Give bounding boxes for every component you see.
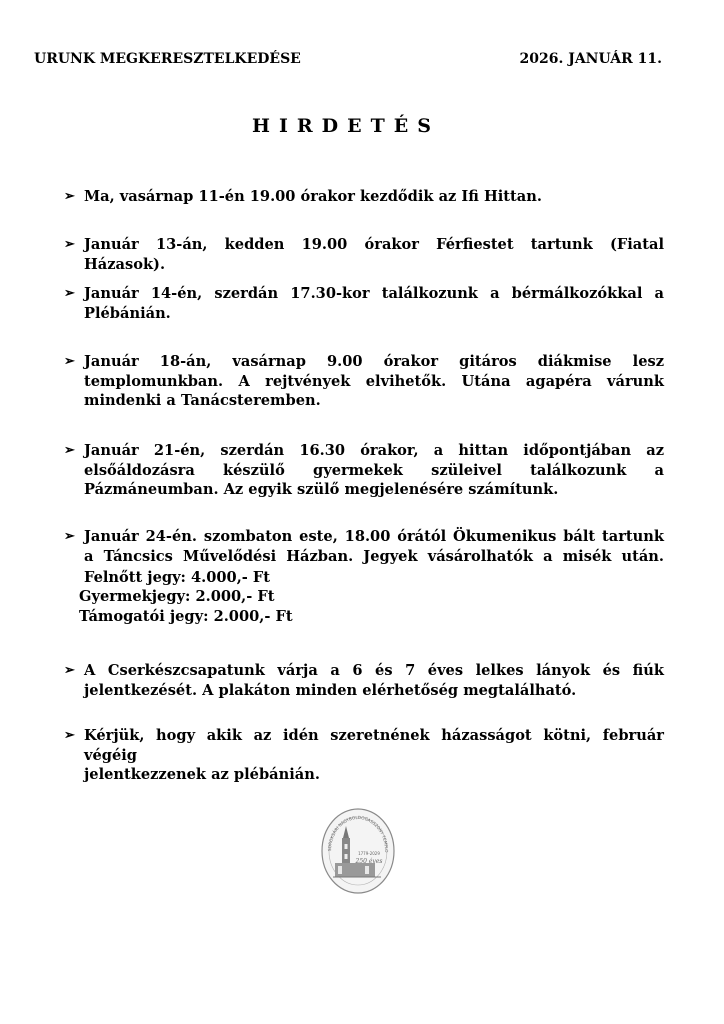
announcement-line: Január 18-án, vasárnap 9.00 órakor gitáros diákmise lesz: [84, 353, 664, 370]
announcement-item: [64, 352, 664, 411]
announcement-item: [64, 441, 664, 500]
announcement-item: [64, 661, 664, 700]
arrowhead-bullet-icon: ➢: [64, 663, 75, 678]
page-title: HIRDETÉS: [252, 115, 440, 137]
arrowhead-bullet-icon: ➢: [64, 237, 75, 252]
announcement-line: Plébánián.: [84, 304, 171, 322]
arrowhead-bullet-icon: ➢: [64, 443, 75, 458]
announcement-line: templomunkban. A rejtvények elvihetők. Utána agapéra várunk: [84, 372, 664, 390]
seal-arc-text: SOROKSÁRI NAGYBOLDOGASSZONY TEMPLO: [326, 814, 390, 853]
seal-years: 1779-2029: [358, 851, 380, 856]
announcement-item: [64, 187, 664, 207]
announcement-line: mindenki a Tanácsteremben.: [84, 392, 321, 410]
announcement-item: [64, 726, 664, 785]
announcement-line: jelentkezését. A plakáton minden elérhetőség megtalálható.: [84, 681, 577, 699]
announcement-line: Január 24-én. szombaton este, 18.00 órától Ökumenikus bált tartunk: [84, 528, 664, 545]
ticket-price-child: Gyermekjegy: 2.000,- Ft: [79, 588, 275, 605]
announcement-line: elsőáldozásra készülő gyermekek szüleivel találkozunk a: [84, 461, 664, 479]
announcement-item: [64, 284, 664, 323]
announcement-line: jelentkezzenek az plébánián.: [84, 766, 320, 784]
announcement-line: Január 14-én, szerdán 17.30-kor találkozunk a bérmálkozókkal a: [84, 285, 664, 302]
announcement-line: A Cserkészcsapatunk várja a 6 és 7 éves lelkes lányok és fiúk: [84, 662, 664, 679]
ticket-price-adult: Felnőtt jegy: 4.000,- Ft: [84, 569, 271, 586]
announcement-line: Január 21-én, szerdán 16.30 órakor, a hittan időpontjában az: [84, 442, 664, 459]
arrowhead-bullet-icon: ➢: [64, 728, 75, 743]
announcement-text: Ma, vasárnap 11-én 19.00 órakor kezdődik az Ifi Hittan.: [84, 188, 542, 205]
date: 2026. JANUÁR 11.: [519, 51, 662, 67]
announcement-line: Kérjük, hogy akik az idén szeretnének házasságot kötni, február végéig: [84, 727, 664, 764]
announcement-line: a Táncsics Művelődési Házban. Jegyek vásárolhatók a misék után.: [84, 547, 664, 565]
announcement-item: [64, 527, 664, 566]
church-seal-icon: [321, 808, 395, 894]
arrowhead-bullet-icon: ➢: [64, 189, 75, 204]
arrowhead-bullet-icon: ➢: [64, 354, 75, 369]
seal-anniversary: 250 éves: [355, 858, 383, 865]
feast-name: URUNK MEGKERESZTELKEDÉSE: [34, 51, 301, 67]
arrowhead-bullet-icon: ➢: [64, 529, 75, 544]
arrowhead-bullet-icon: ➢: [64, 286, 75, 301]
announcement-text: Január 13-án, kedden 19.00 órakor Férfiestet tartunk (Fiatal Házasok).: [84, 236, 664, 273]
page-header: [34, 51, 662, 71]
announcement-item: [64, 235, 664, 274]
ticket-price-supporter: Támogatói jegy: 2.000,- Ft: [79, 608, 293, 625]
announcement-line: Pázmáneumban. Az egyik szülő megjelenésére számítunk.: [84, 481, 559, 499]
